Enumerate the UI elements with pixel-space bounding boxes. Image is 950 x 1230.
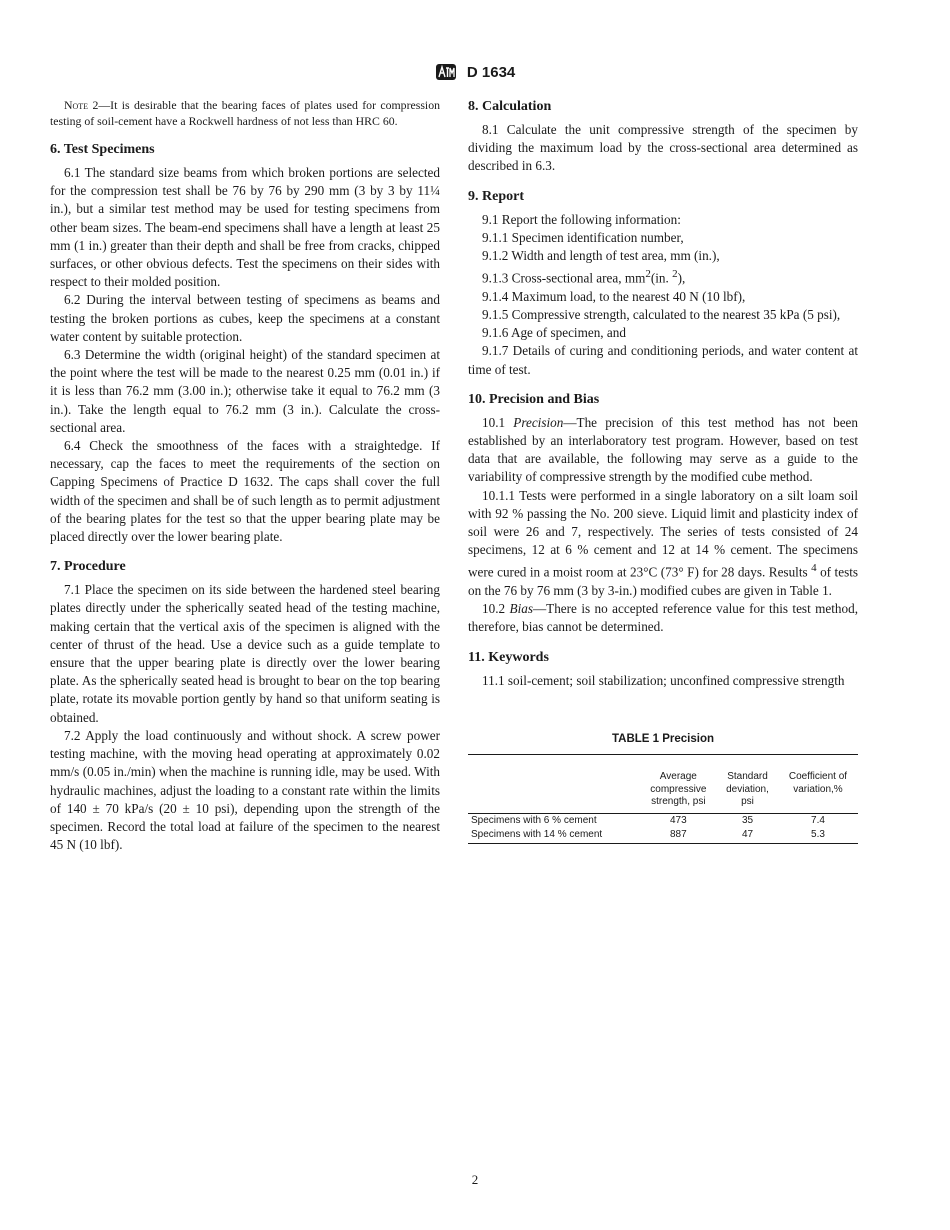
paragraph-10-1 [468, 414, 858, 487]
clause-text: 10.1.1 Tests were performed in a single laboratory on a silt loam soil with 92 % passing the No. 200 sieve. Liquid limit and plasticity index of soil were 26 and 7, respectively. The series of tests consisted of 24 specimens, 12 at 6 % cement and 12 at 14 % cement. The specimens were cured in a moist room at 23°C (73° F) for 28 days. Results [468, 487, 858, 580]
section-heading-10: 10. Precision and Bias [468, 391, 600, 407]
paragraph-6-2: 6.2 During the interval between testing of specimens as beams and testing the broken portions as cubes, keep the specimens at a constant water content by suitable protection. [50, 292, 440, 344]
paragraph-10-1-1 [468, 487, 858, 601]
table-header-row [468, 755, 858, 814]
clause-number: 10.2 [482, 601, 510, 617]
header-cov [778, 755, 858, 814]
header-line: strength, psi [651, 796, 706, 808]
note-label: Note 2 [64, 98, 99, 112]
page-header [0, 62, 950, 86]
superscript: 2 [645, 268, 651, 281]
page-number: 2 [471, 1172, 479, 1187]
report-item-4: 9.1.4 Maximum load, to the nearest 40 N (10 lbf), [482, 288, 746, 304]
header-line: Average [659, 771, 697, 783]
superscript: 2 [672, 268, 678, 281]
section-heading-11: 11. Keywords [468, 649, 549, 665]
cell-cov: 5.3 [811, 829, 825, 841]
header-line: variation,% [793, 783, 843, 795]
cell-cov: 7.4 [811, 814, 825, 826]
clause-text: of tests on the 76 by 76 mm (3 by 3-in.) modified cubes are given in Table 1. [468, 564, 858, 599]
astm-logo-icon [435, 62, 457, 86]
paragraph-10-2 [468, 600, 858, 636]
report-item-6: 9.1.6 Age of specimen, and [482, 325, 626, 341]
report-item-5: 9.1.5 Compressive strength, calculated to the nearest 35 kPa (5 psi), [482, 307, 841, 323]
section-heading-9: 9. Report [468, 188, 524, 204]
right-column [468, 98, 858, 844]
note-text: —It is desirable that the bearing faces of plates used for compression testing of soil-cement have a Rockwell hardness of not less than HRC 60. [50, 98, 441, 128]
clause-number: 10.1 [482, 414, 514, 430]
cell-average: 887 [669, 829, 687, 841]
clause-term: Precision [513, 414, 564, 430]
precision-table [468, 754, 858, 844]
report-item-3-text: 9.1.3 Cross-sectional area, mm [482, 270, 646, 286]
report-item-1: 9.1.1 Specimen identification number, [482, 229, 684, 245]
table-caption: TABLE 1 Precision [611, 732, 715, 745]
cell-average: 473 [669, 814, 687, 826]
clause-term: Bias [509, 601, 533, 617]
clause-text: —There is no accepted reference value for this test method, therefore, bias cannot be determined. [468, 601, 859, 635]
paragraph-7-2: 7.2 Apply the load continuously and without shock. A screw power testing machine, with the moving head operating at approximately 0.02 mm/s (0.05 in./min) when the machine is running idle, may be used. With hydraulic machines, adjust the loading to a constant rate within the limits of 140 ± 70 kPa/s (20 ± 10 psi), depending upon the strength of the specimen. Record the total load at failure of the specimen to the nearest 45 N (10 lbf). [50, 727, 440, 853]
row-label: Specimens with 14 % cement [471, 829, 603, 841]
paragraph-8-1: 8.1 Calculate the unit compressive strength of the specimen by dividing the maximum load by the cross-sectional area determined as described in 6.3. [468, 122, 858, 174]
report-item-2: 9.1.2 Width and length of test area, mm (in.), [482, 248, 720, 264]
note-2 [50, 98, 440, 129]
section-heading-8: 8. Calculation [468, 99, 552, 114]
header-line: compressive [650, 783, 707, 795]
table-row [468, 813, 858, 828]
section-heading-7: 7. Procedure [50, 559, 126, 575]
header-blank [468, 755, 640, 814]
paragraph-7-1: 7.1 Place the specimen on its side between the hardened steel bearing plates directly under the spherically seated head of the testing machine, making certain that the vertical axis of the specimen is aligned with the center of thrust of the head. Use a device such as a guide template to ensure that the upper bearing plate is directly over the lower bearing plate. As the spherically seated head is brought to bear on the top bearing plate, rotate its movable portion gently by hand so that uniform seating is obtained. [50, 582, 440, 725]
footnote-ref: 4 [811, 562, 817, 575]
cell-std-dev: 47 [741, 829, 754, 841]
clause-text: —The precision of this test method has not been established by an interlaboratory test program. However, based on test data that are available, the following may serve as a guide to the variability of compressive strength by the modified cube method. [468, 414, 859, 485]
section-heading-6: 6. Test Specimens [50, 142, 155, 157]
header-line: deviation, [726, 783, 769, 795]
cell-std-dev: 35 [741, 814, 754, 826]
table-row [468, 828, 858, 843]
designation: D 1634 [466, 64, 516, 81]
precision-table-block [468, 730, 858, 844]
report-intro: 9.1 Report the following information: [482, 211, 681, 227]
header-line: psi [741, 796, 754, 808]
paragraph-11-1: 11.1 soil-cement; soil stabilization; unconfined compressive strength [482, 672, 845, 688]
left-column [50, 98, 440, 854]
paragraph-6-3: 6.3 Determine the width (original height) of the standard specimen at the point where the test will be made to the nearest 0.25 mm (0.01 in.) if it is less than 76.2 mm (3.00 in.); otherwise take it equal to 76.2 mm (3 in.). Take the length equal to 76.2 mm (3 in.). Calculate the cross-sectional area. [50, 347, 440, 435]
report-item-3-text: ), [677, 270, 686, 286]
header-line: Coefficient of [788, 771, 848, 783]
paragraph-6-4: 6.4 Check the smoothness of the faces with a straightedge. If necessary, cap the faces to meet the requirements of the section on Capping Specimens of Practice D 1632. The caps shall cover the full width of the specimen and shall be of such length as to permit adjustment of the bearing plates for the test so that the upper bearing plate may be placed directly over the lower bearing plate. [50, 438, 440, 545]
report-item-7: 9.1.7 Details of curing and conditioning periods, and water content at time of test. [468, 343, 858, 377]
header-line: Standard [727, 771, 768, 783]
paragraph-6-1: 6.1 The standard size beams from which broken portions are selected for the compression test shall be 76 by 76 by 290 mm (3 by 3 by 11¼ in.), but a similar test method may be used for testing specimens from other beam sizes. The beam-end specimens shall have a length at least 25 mm (1 in.) greater than their depth and shall be free from cracks, chipped surfaces, or other obvious defects. Test the specimens on their sides with respect to their molded position. [50, 165, 440, 290]
header-average [640, 755, 717, 814]
report-item-3-text: (in. [650, 270, 673, 286]
report-item-3 [468, 265, 858, 288]
row-label: Specimens with 6 % cement [471, 814, 597, 826]
header-std-dev [717, 755, 778, 814]
